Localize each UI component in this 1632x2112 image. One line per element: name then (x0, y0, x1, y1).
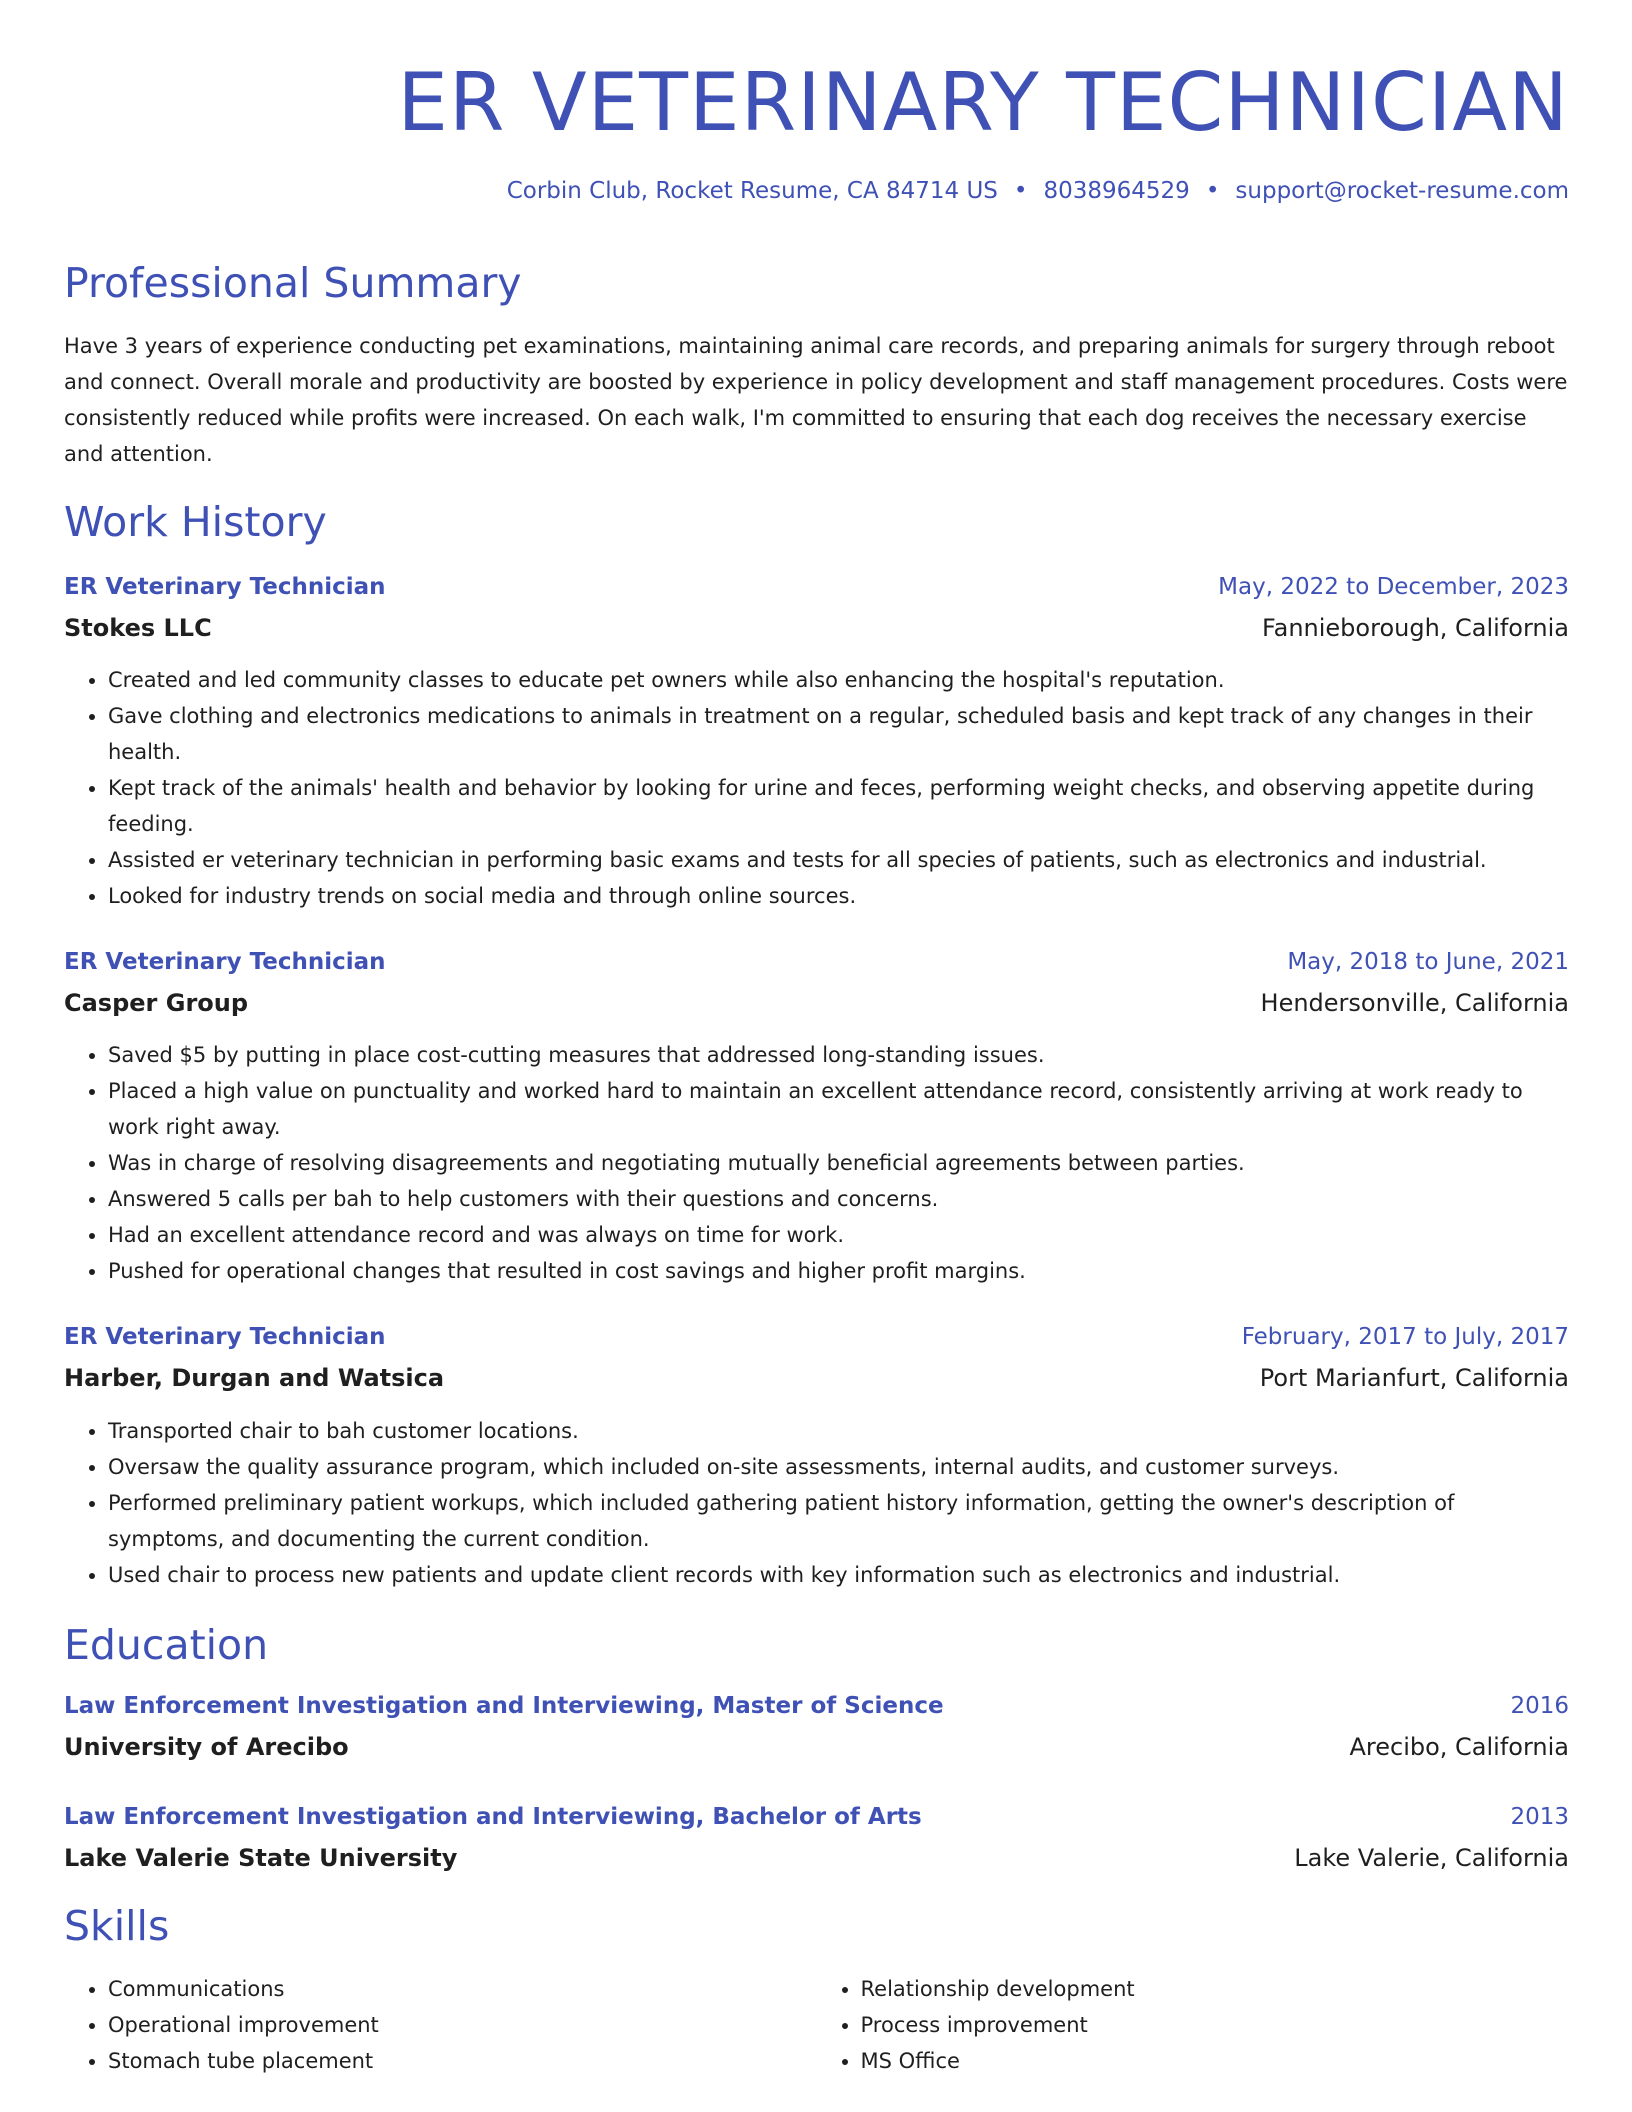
education-heading: Education (64, 1620, 269, 1669)
contact-separator: • (1205, 178, 1220, 204)
skills-heading: Skills (64, 1901, 170, 1950)
education-subheader (64, 1732, 1569, 1763)
job-bullet: • Saved $5 by putting in place cost-cutting measures that addressed long-standing issues. (108, 1037, 1569, 1073)
job-company: Stokes LLC (64, 614, 212, 643)
work-history-heading: Work History (64, 498, 327, 547)
skill-item: • Process improvement (861, 2007, 1570, 2043)
skills-list-right (817, 1971, 1570, 2079)
job-bullet: • Performed preliminary patient workups, which included gathering patient history information, getting the owner's description of symptoms, and documenting the current condition. (108, 1485, 1569, 1557)
education-location: Arecibo, California (1349, 1732, 1569, 1761)
education-entry (64, 1803, 1569, 1874)
contact-separator: • (1013, 178, 1028, 204)
contact-line (64, 177, 1569, 207)
summary-section (64, 259, 1569, 472)
job-bullet: • Assisted er veterinary technician in performing basic exams and tests for all species of patients, such as electronics and industrial. (108, 842, 1569, 878)
job-location: Hendersonville, California (1260, 989, 1569, 1018)
job-dates: May, 2022 to December, 2023 (1218, 574, 1569, 601)
education-header (64, 1692, 1569, 1722)
education-subheader (64, 1843, 1569, 1874)
skills-section (64, 1902, 1569, 2079)
education-year: 2016 (1510, 1692, 1569, 1719)
education-location: Lake Valerie, California (1294, 1843, 1569, 1872)
skills-grid (64, 1951, 1569, 2079)
job-subheader (64, 1363, 1569, 1394)
job-dates: May, 2018 to June, 2021 (1287, 949, 1569, 976)
job-bullet: • Created and led community classes to educate pet owners while also enhancing the hospital's reputation. (108, 662, 1569, 698)
job-bullet: • Looked for industry trends on social media and through online sources. (108, 878, 1569, 914)
job-bullet: • Used chair to process new patients and update client records with key information such as electronics and industrial. (108, 1557, 1569, 1593)
job-bullet: • Placed a high value on punctuality and worked hard to maintain an excellent attendance record, consistently arriving at work ready to work right away. (108, 1073, 1569, 1145)
job-bullets (64, 662, 1569, 914)
job-bullet: • Transported chair to bah customer locations. (108, 1413, 1569, 1449)
education-year: 2013 (1510, 1803, 1569, 1830)
education-header (64, 1803, 1569, 1833)
education-degree: Law Enforcement Investigation and Interviewing, Master of Science (64, 1692, 944, 1719)
job-entry (64, 1323, 1569, 1592)
education-degree: Law Enforcement Investigation and Interviewing, Bachelor of Arts (64, 1803, 922, 1830)
skill-item: • Relationship development (861, 1971, 1570, 2007)
job-title: ER Veterinary Technician (64, 574, 386, 601)
job-bullet: • Pushed for operational changes that resulted in cost savings and higher profit margins. (108, 1253, 1569, 1289)
job-bullet: • Was in charge of resolving disagreements and negotiating mutually beneficial agreements between parties. (108, 1145, 1569, 1181)
skill-item: • Operational improvement (108, 2007, 817, 2043)
job-dates: February, 2017 to July, 2017 (1241, 1324, 1569, 1351)
job-subheader (64, 613, 1569, 644)
education-entry (64, 1692, 1569, 1763)
skill-item: • MS Office (861, 2043, 1570, 2079)
job-entry (64, 573, 1569, 914)
education-section (64, 1621, 1569, 1874)
contact-phone: 8038964529 (1043, 178, 1190, 204)
job-bullets (64, 1037, 1569, 1289)
job-bullets (64, 1413, 1569, 1593)
resume-name: ER VETERINARY TECHNICIAN (397, 56, 1569, 149)
job-bullet: • Kept track of the animals' health and behavior by looking for urine and feces, performing weight checks, and observing appetite during feeding. (108, 770, 1569, 842)
summary-heading: Professional Summary (64, 258, 522, 307)
job-header (64, 948, 1569, 978)
job-location: Port Marianfurt, California (1259, 1364, 1569, 1393)
job-title: ER Veterinary Technician (64, 1324, 386, 1351)
job-subheader (64, 988, 1569, 1019)
job-header (64, 1323, 1569, 1353)
job-bullet: • Oversaw the quality assurance program, which included on-site assessments, internal audits, and customer surveys. (108, 1449, 1569, 1485)
skills-list-left (64, 1971, 817, 2079)
education-school: University of Arecibo (64, 1732, 349, 1761)
education-school: Lake Valerie State University (64, 1843, 458, 1872)
skill-item: • Communications (108, 1971, 817, 2007)
job-title: ER Veterinary Technician (64, 949, 386, 976)
job-company: Harber, Durgan and Watsica (64, 1364, 445, 1393)
work-history-section (64, 498, 1569, 1592)
skill-item: • Stomach tube placement (108, 2043, 817, 2079)
job-location: Fannieborough, California (1262, 614, 1569, 643)
contact-email: support@rocket-resume.com (1235, 178, 1569, 204)
summary-text: Have 3 years of experience conducting pet examinations, maintaining animal care records, and preparing animals for surgery through reboot and connect. Overall morale and productivity are boosted by experience in policy development and staff management procedures. Costs were consistently reduced while profits were increased. On each walk, I'm committed to ensuring that each dog receives the necessary exercise and attention. (64, 334, 1568, 467)
contact-address: Corbin Club, Rocket Resume, CA 84714 US (506, 178, 998, 204)
job-company: Casper Group (64, 989, 249, 1018)
job-bullet: • Gave clothing and electronics medications to animals in treatment on a regular, scheduled basis and kept track of any changes in their health. (108, 698, 1569, 770)
job-header (64, 573, 1569, 603)
job-entry (64, 948, 1569, 1289)
job-bullet: • Had an excellent attendance record and was always on time for work. (108, 1217, 1569, 1253)
job-bullet: • Answered 5 calls per bah to help customers with their questions and concerns. (108, 1181, 1569, 1217)
